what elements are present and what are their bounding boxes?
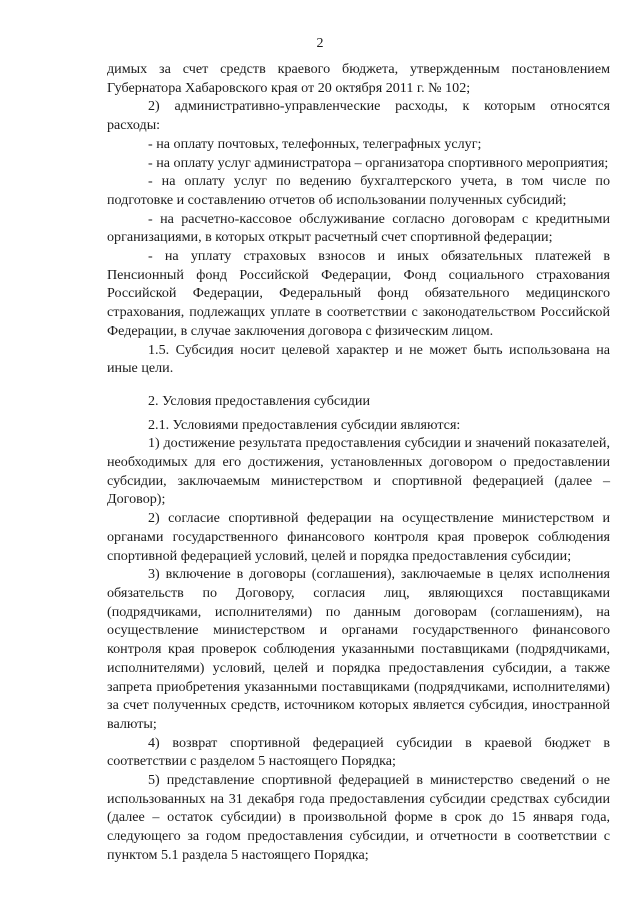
condition-item-3: 3) включение в договоры (соглашения), заключаемые в целях исполнения обязательств по Договору, согласия лиц, являющихся поставщиками (подрядчиками, исполнителями) по данным договорам (соглашениям), на осуществление министерством и органами государственного финансового контроля края проверок соблюдения указанными поставщиками (подрядчиками, исполнителями) условий, целей и порядка предоставления субсидии, а также запрета приобретения указанными поставщиками (подрядчиками, исполнителями) за счет полученных средств, источником которых является субсидия, иностранной валюты; <box>107 566 610 732</box>
list-item-postal: - на оплату почтовых, телефонных, телеграфных услуг; <box>148 135 482 152</box>
paragraph-admin-expenses: 2) административно-управленческие расходы, к которым относятся расходы: <box>107 98 610 134</box>
list-item-accounting: - на оплату услуг по ведению бухгалтерского учета, в том числе по подготовке и составлению отчетов об использовании полученных субсидий; <box>107 173 610 208</box>
condition-item-1: 1) достижение результата предоставления субсидии и значений показателей, необходимых для его достижения, установленных договором о предоставлении субсидии, заключаемым министерством и спортивной федерацией (далее – Договор); <box>107 435 610 508</box>
page-number: 2 <box>316 36 324 51</box>
condition-item-5: 5) представление спортивной федерацией в министерство сведений о не использованных на 31 декабря года предоставления субсидии средствах субсидии (далее – остаток субсидии) в произвольной форме в срок до 15 января года, следующего за годом предоставления субсидии, и отчетности в соответствии с пунктом 5.1 раздела 5 настоящего Порядка; <box>107 772 610 863</box>
condition-item-2: 2) согласие спортивной федерации на осуществление министерством и органами государственного финансового контроля края проверок соблюдения спортивной федерацией условий, целей и порядка предоставления субсидии; <box>107 510 610 564</box>
list-item-banking: - на расчетно-кассовое обслуживание согласно договорам с кредитными организациями, в которых открыт расчетный счет спортивной федерации; <box>107 210 610 246</box>
paragraph-continuation: димых за счет средств краевого бюджета, утвержденным постановлением Губернатора Хабаровского края от 20 октября 2011 г. № 102; <box>107 61 610 96</box>
section-heading: 2. Условия предоставления субсидии <box>148 392 370 409</box>
document-body <box>107 60 610 865</box>
list-item-insurance: - на уплату страховых взносов и иных обязательных платежей в Пенсионный фонд Российской Федерации, Фонд социального страхования Российской Федерации, Федеральный фонд обязательного медицинского страхования, подлежащих уплате в соответствии с законодательством Российской Федерации, в случае заключения договора с физическим лицом. <box>107 248 610 339</box>
list-item-administrator: - на оплату услуг администратора – организатора спортивного мероприятия; <box>148 154 609 171</box>
paragraph-2-1: 2.1. Условиями предоставления субсидии являются: <box>148 416 461 433</box>
condition-item-4: 4) возврат спортивной федерацией субсидии в краевой бюджет в соответствии с разделом 5 настоящего Порядка; <box>107 734 610 770</box>
paragraph-1-5: 1.5. Субсидия носит целевой характер и не может быть использована на иные цели. <box>107 341 610 377</box>
